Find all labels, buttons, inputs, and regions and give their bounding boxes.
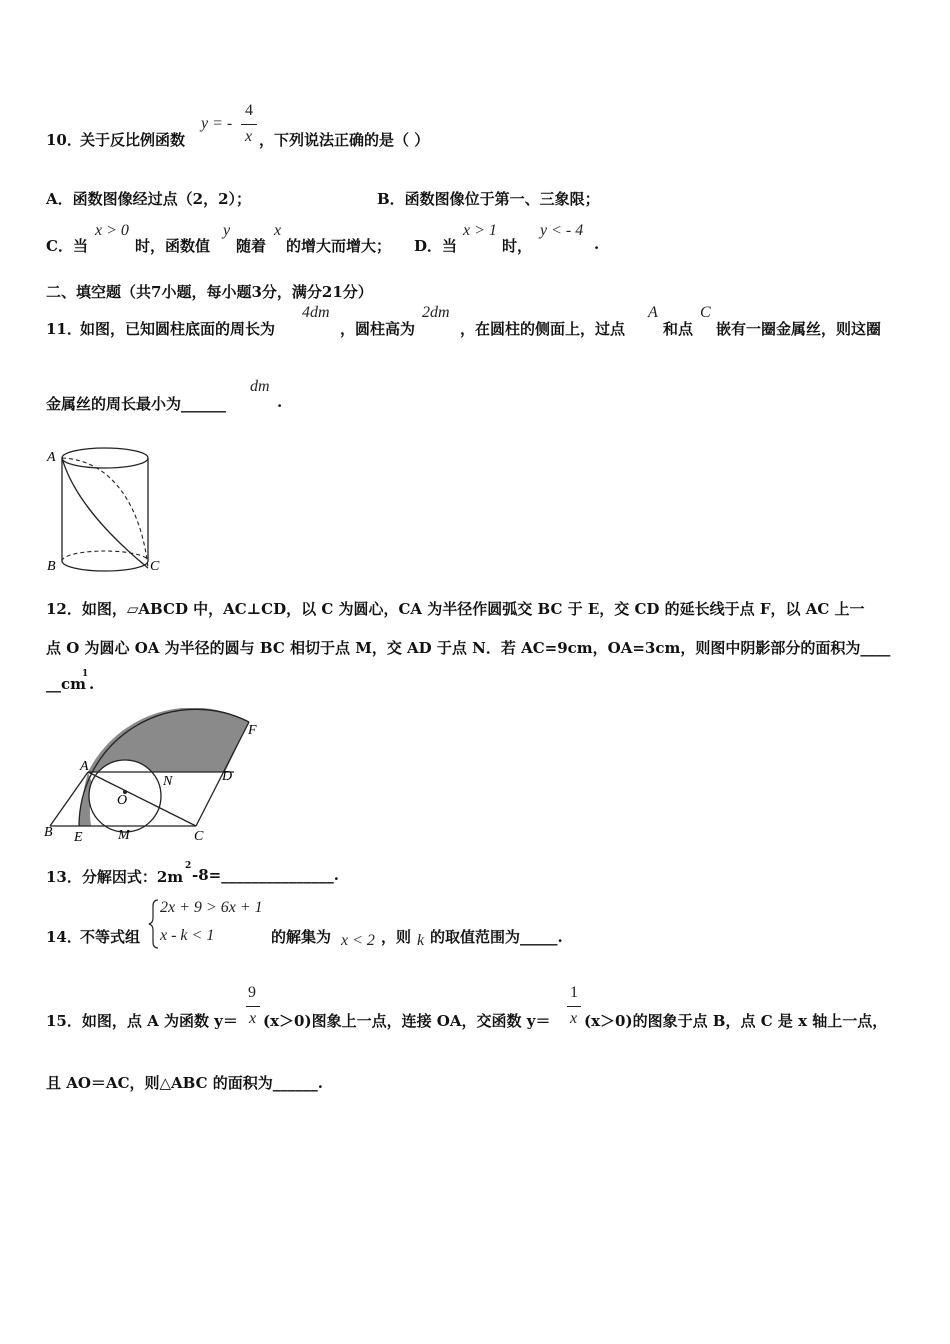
fig11-label-c: C (150, 559, 160, 574)
q11-end: . (277, 393, 283, 411)
q14-text-a: 不等式组 (80, 928, 141, 946)
q12-line-2: 点 O 为圆心 OA 为半径的圆与 BC 相切于点 M，交 AD 于点 N．若 AC=9cm，OA=3cm，则图中阴影部分的面积为____ (46, 639, 891, 657)
fig12-label-e: E (74, 830, 83, 845)
q15-frac1-den: x (249, 1010, 257, 1027)
q15-text-a: 15．如图，点 A 为函数 y＝ (46, 1012, 238, 1030)
q11-text-b: ，圆柱高为 (340, 320, 416, 338)
q14-solution: x < 2 (341, 932, 375, 949)
q13-text-b: -8=_______________. (192, 866, 339, 884)
q14-inequality-2: x - k < 1 (160, 927, 215, 944)
q10-func-num: 4 (245, 102, 253, 119)
q13-text-a: 13．分解因式：2m (46, 868, 184, 886)
q15-text-b: (x＞0)图象上一点，连接 OA，交函数 y＝ (263, 1012, 551, 1030)
q12-line-3-b: . (89, 675, 95, 693)
q10-option-c-x: x (274, 222, 282, 239)
q15-frac2-line (567, 1006, 581, 1007)
q10-frac-line (241, 124, 257, 125)
fig12-label-b: B (44, 825, 53, 840)
q10-option-a: A．函数图像经过点（2，2）； (46, 190, 252, 208)
q10-option-c-y: y (223, 222, 231, 239)
q11-math-2dm: 2dm (422, 304, 450, 321)
q14-text-d: 的取值范围为_____. (430, 928, 563, 946)
q11-math-c: C (700, 304, 711, 321)
q10-option-b: B．函数图像位于第一、三象限； (377, 190, 600, 208)
q14-number: 14． (46, 928, 82, 946)
q15-frac1-line (246, 1006, 260, 1007)
q15-frac1-num: 9 (248, 984, 256, 1001)
q10-option-c-4: 的增大而增大； (286, 237, 392, 255)
q12-parallelogram-figure (44, 708, 262, 846)
q14-text-c: ，则 (381, 928, 412, 946)
q11-text-c: ，在圆柱的侧面上，过点 (460, 320, 626, 338)
q10-option-d-2: 时， (502, 237, 533, 255)
fig12-label-d: D (222, 769, 233, 784)
q15-frac2-den: x (570, 1010, 578, 1027)
fig12-label-f: F (248, 723, 257, 738)
fig12-label-o: O (117, 793, 128, 808)
q10-option-c-1: C．当 (46, 237, 88, 255)
cylinder-top-ellipse (62, 448, 148, 468)
q10-number: 10． (46, 131, 82, 149)
q10-option-c-cond: x > 0 (95, 222, 129, 239)
fig12-label-n: N (163, 774, 173, 789)
q13-sup: 2 (185, 861, 192, 871)
q11-line-2: 金属丝的周长最小为______ (46, 395, 227, 413)
q10-text-b: ，下列说法正确的是（ ） (259, 131, 430, 149)
fig12-label-m: M (118, 828, 130, 843)
cylinder-bottom-back-arc (62, 551, 148, 561)
q10-option-c-2: 时，函数值 (135, 237, 211, 255)
q14-k: k (417, 932, 425, 949)
q11-math-4dm: 4dm (302, 304, 330, 321)
q11-math-a: A (648, 304, 658, 321)
q10-option-d-res: y < - 4 (540, 222, 584, 239)
q10-option-d-end: . (594, 235, 600, 253)
section-2-title: 二、填空题（共7小题，每小题3分，满分21分） (46, 283, 373, 301)
q11-unit: dm (250, 378, 270, 395)
q14-inequality-1: 2x + 9 > 6x + 1 (160, 899, 263, 916)
fig11-label-b: B (47, 559, 56, 574)
q10-text-a: 关于反比例函数 (80, 131, 186, 149)
q10-func-den: x (245, 128, 253, 145)
cylinder-bottom-front-arc (62, 561, 148, 571)
q12-line-3-a: __cm (46, 675, 87, 693)
q11-text-e: 嵌有一圈金属丝，则这圈 (716, 320, 882, 338)
q14-brace (148, 898, 160, 950)
q10-option-d-1: D．当 (414, 237, 458, 255)
fig12-label-c: C (194, 829, 204, 844)
q10-option-c-3: 随着 (236, 237, 267, 255)
q15-line-2: 且 AO＝AC，则△ABC 的面积为______. (46, 1074, 324, 1092)
q14-text-b: 的解集为 (271, 928, 332, 946)
q12-line-1: 12．如图，▱ABCD 中，AC⊥CD，以 C 为圆心，CA 为半径作圆弧交 BC 于 E，交 CD 的延长线于点 F，以 AC 上一 (46, 600, 865, 618)
q11-cylinder-figure (44, 440, 169, 582)
q10-func-lhs: y = - (201, 115, 233, 132)
q15-text-c: (x＞0)的图象于点 B，点 C 是 x 轴上一点， (584, 1012, 888, 1030)
q11-text-a: 如图，已知圆柱底面的周长为 (80, 320, 276, 338)
q11-number: 11． (46, 320, 82, 338)
q15-frac2-num: 1 (570, 984, 578, 1001)
fig12-label-a: A (80, 759, 89, 774)
q12-line-3-sup: 1 (82, 669, 89, 679)
q10-option-d-cond: x > 1 (463, 222, 497, 239)
q11-text-d: 和点 (663, 320, 694, 338)
fig11-label-a: A (47, 450, 56, 465)
